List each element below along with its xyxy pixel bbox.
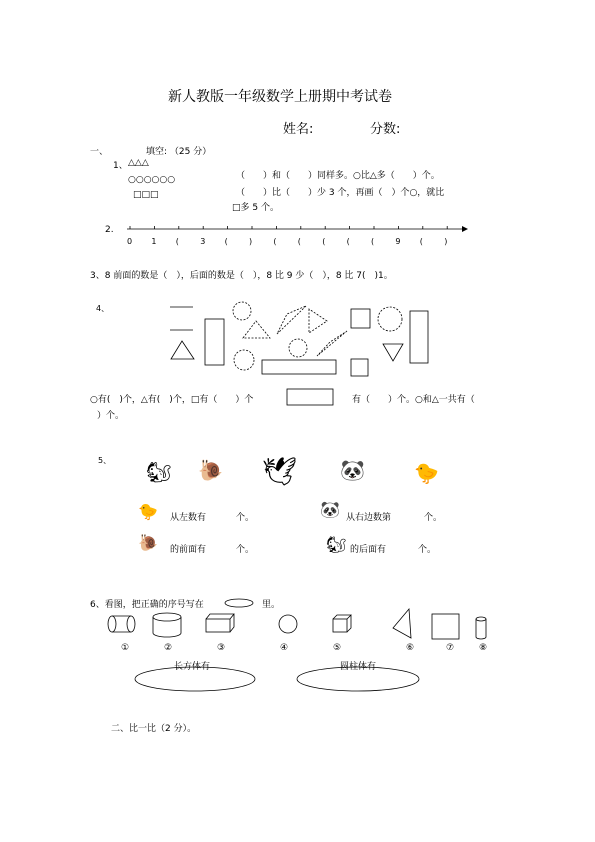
cylinder-shape (476, 617, 486, 639)
circles-row: ○○○○○○ (128, 175, 176, 185)
question-number: 1、 (113, 161, 128, 171)
answer-oval (225, 599, 253, 607)
tick-label: 3 (200, 237, 206, 246)
name-label: 姓名: (283, 122, 314, 137)
bird-icon: 🐤 (138, 502, 158, 521)
question-6: 6、看图，把正确的序号写在 (90, 600, 204, 610)
q5-text-3: 的前面有 (170, 545, 207, 555)
tick-label: ( (346, 237, 350, 246)
q1-line3: □多 5 个。 (232, 203, 279, 213)
snail-icon: 🐌 (198, 458, 223, 482)
sphere-shape (279, 615, 297, 633)
tick-label: 9 (395, 237, 401, 246)
triangle-shape (393, 609, 411, 638)
tick-label: ( (297, 237, 301, 246)
page-title: 新人教版一年级数学上册期中考试卷 (168, 89, 392, 105)
solid-label-1: ① (121, 643, 130, 653)
solid-label-3: ③ (217, 643, 226, 653)
solid-label-6: ⑥ (406, 643, 415, 653)
tick-label: ( (273, 237, 277, 246)
tick-label: ) (249, 237, 253, 246)
question-3: 3、8 前面的数是（ ），后面的数是（ ），8 比 9 少（ ），8 比 7( )1。 (90, 271, 393, 281)
q5-text-2: 从右边数第 (346, 513, 392, 523)
cylinder-group-label: 圆柱体有 (340, 662, 377, 672)
section-number: 一、 (90, 147, 109, 157)
question-number: 4、 (96, 304, 110, 313)
q5-unit-2: 个。 (424, 513, 443, 523)
tick-label: ( (224, 237, 228, 246)
panda-icon: 🐼 (320, 500, 340, 519)
q1-line1: （ ）和（ ）同样多。○比△多（ ）个。 (236, 171, 440, 181)
tick-label: ( (175, 237, 179, 246)
bird-icon: 🐤 (414, 461, 439, 485)
q5-text-4: 的后面有 (350, 545, 387, 555)
pigeon-icon: 🕊 (262, 455, 298, 488)
tick-label: 1 (151, 237, 157, 246)
squares-row: □□□ (133, 190, 159, 200)
q5-text-1: 从左数有 (170, 513, 207, 523)
score-label: 分数: (370, 122, 401, 137)
q1-line2: （ ）比（ ）少 3 个，再画（ ）个○，就比 (236, 188, 445, 198)
square-shape (432, 614, 459, 639)
tick-label: ( (419, 237, 423, 246)
section-heading: 填空: （25 分） (146, 147, 212, 157)
tick-label: ( (371, 237, 375, 246)
question-number: 5、 (98, 456, 112, 465)
q4-answer-2: 有（ ）个。○和△一共有（ (352, 395, 475, 405)
tick-label: ( (322, 237, 326, 246)
cylinder-shape (108, 616, 135, 632)
q4-answer-3: ）个。 (97, 411, 125, 421)
cuboid-group-label: 长方体有 (174, 662, 211, 672)
solid-label-7: ⑦ (446, 643, 455, 653)
squirrel-icon: 🐿 (326, 535, 347, 554)
q4-answer-1: ○有( )个，△有( )个，□有（ ）个 (90, 395, 254, 405)
solid-label-4: ④ (280, 643, 289, 653)
tick-label: ) (444, 237, 448, 246)
question-number: 2. (105, 225, 114, 235)
q5-unit-4: 个。 (418, 545, 437, 555)
triangles-row: △△△ (128, 158, 149, 168)
cuboid-shape (206, 614, 234, 632)
cube-shape (333, 615, 351, 632)
q5-unit-3: 个。 (236, 545, 255, 555)
question-6-end: 里。 (262, 600, 281, 610)
q5-unit-1: 个。 (236, 513, 255, 523)
section-2-heading: 二、比一比（2 分）。 (111, 724, 197, 734)
squirrel-icon: 🐿 (146, 460, 172, 484)
cylinder-shape (153, 613, 181, 637)
solid-label-8: ⑧ (479, 643, 488, 653)
solid-label-5: ⑤ (333, 643, 342, 653)
snail-icon: 🐌 (138, 533, 158, 552)
solid-label-2: ② (164, 643, 173, 653)
panda-icon: 🐼 (340, 458, 365, 482)
tick-label: 0 (127, 237, 133, 246)
